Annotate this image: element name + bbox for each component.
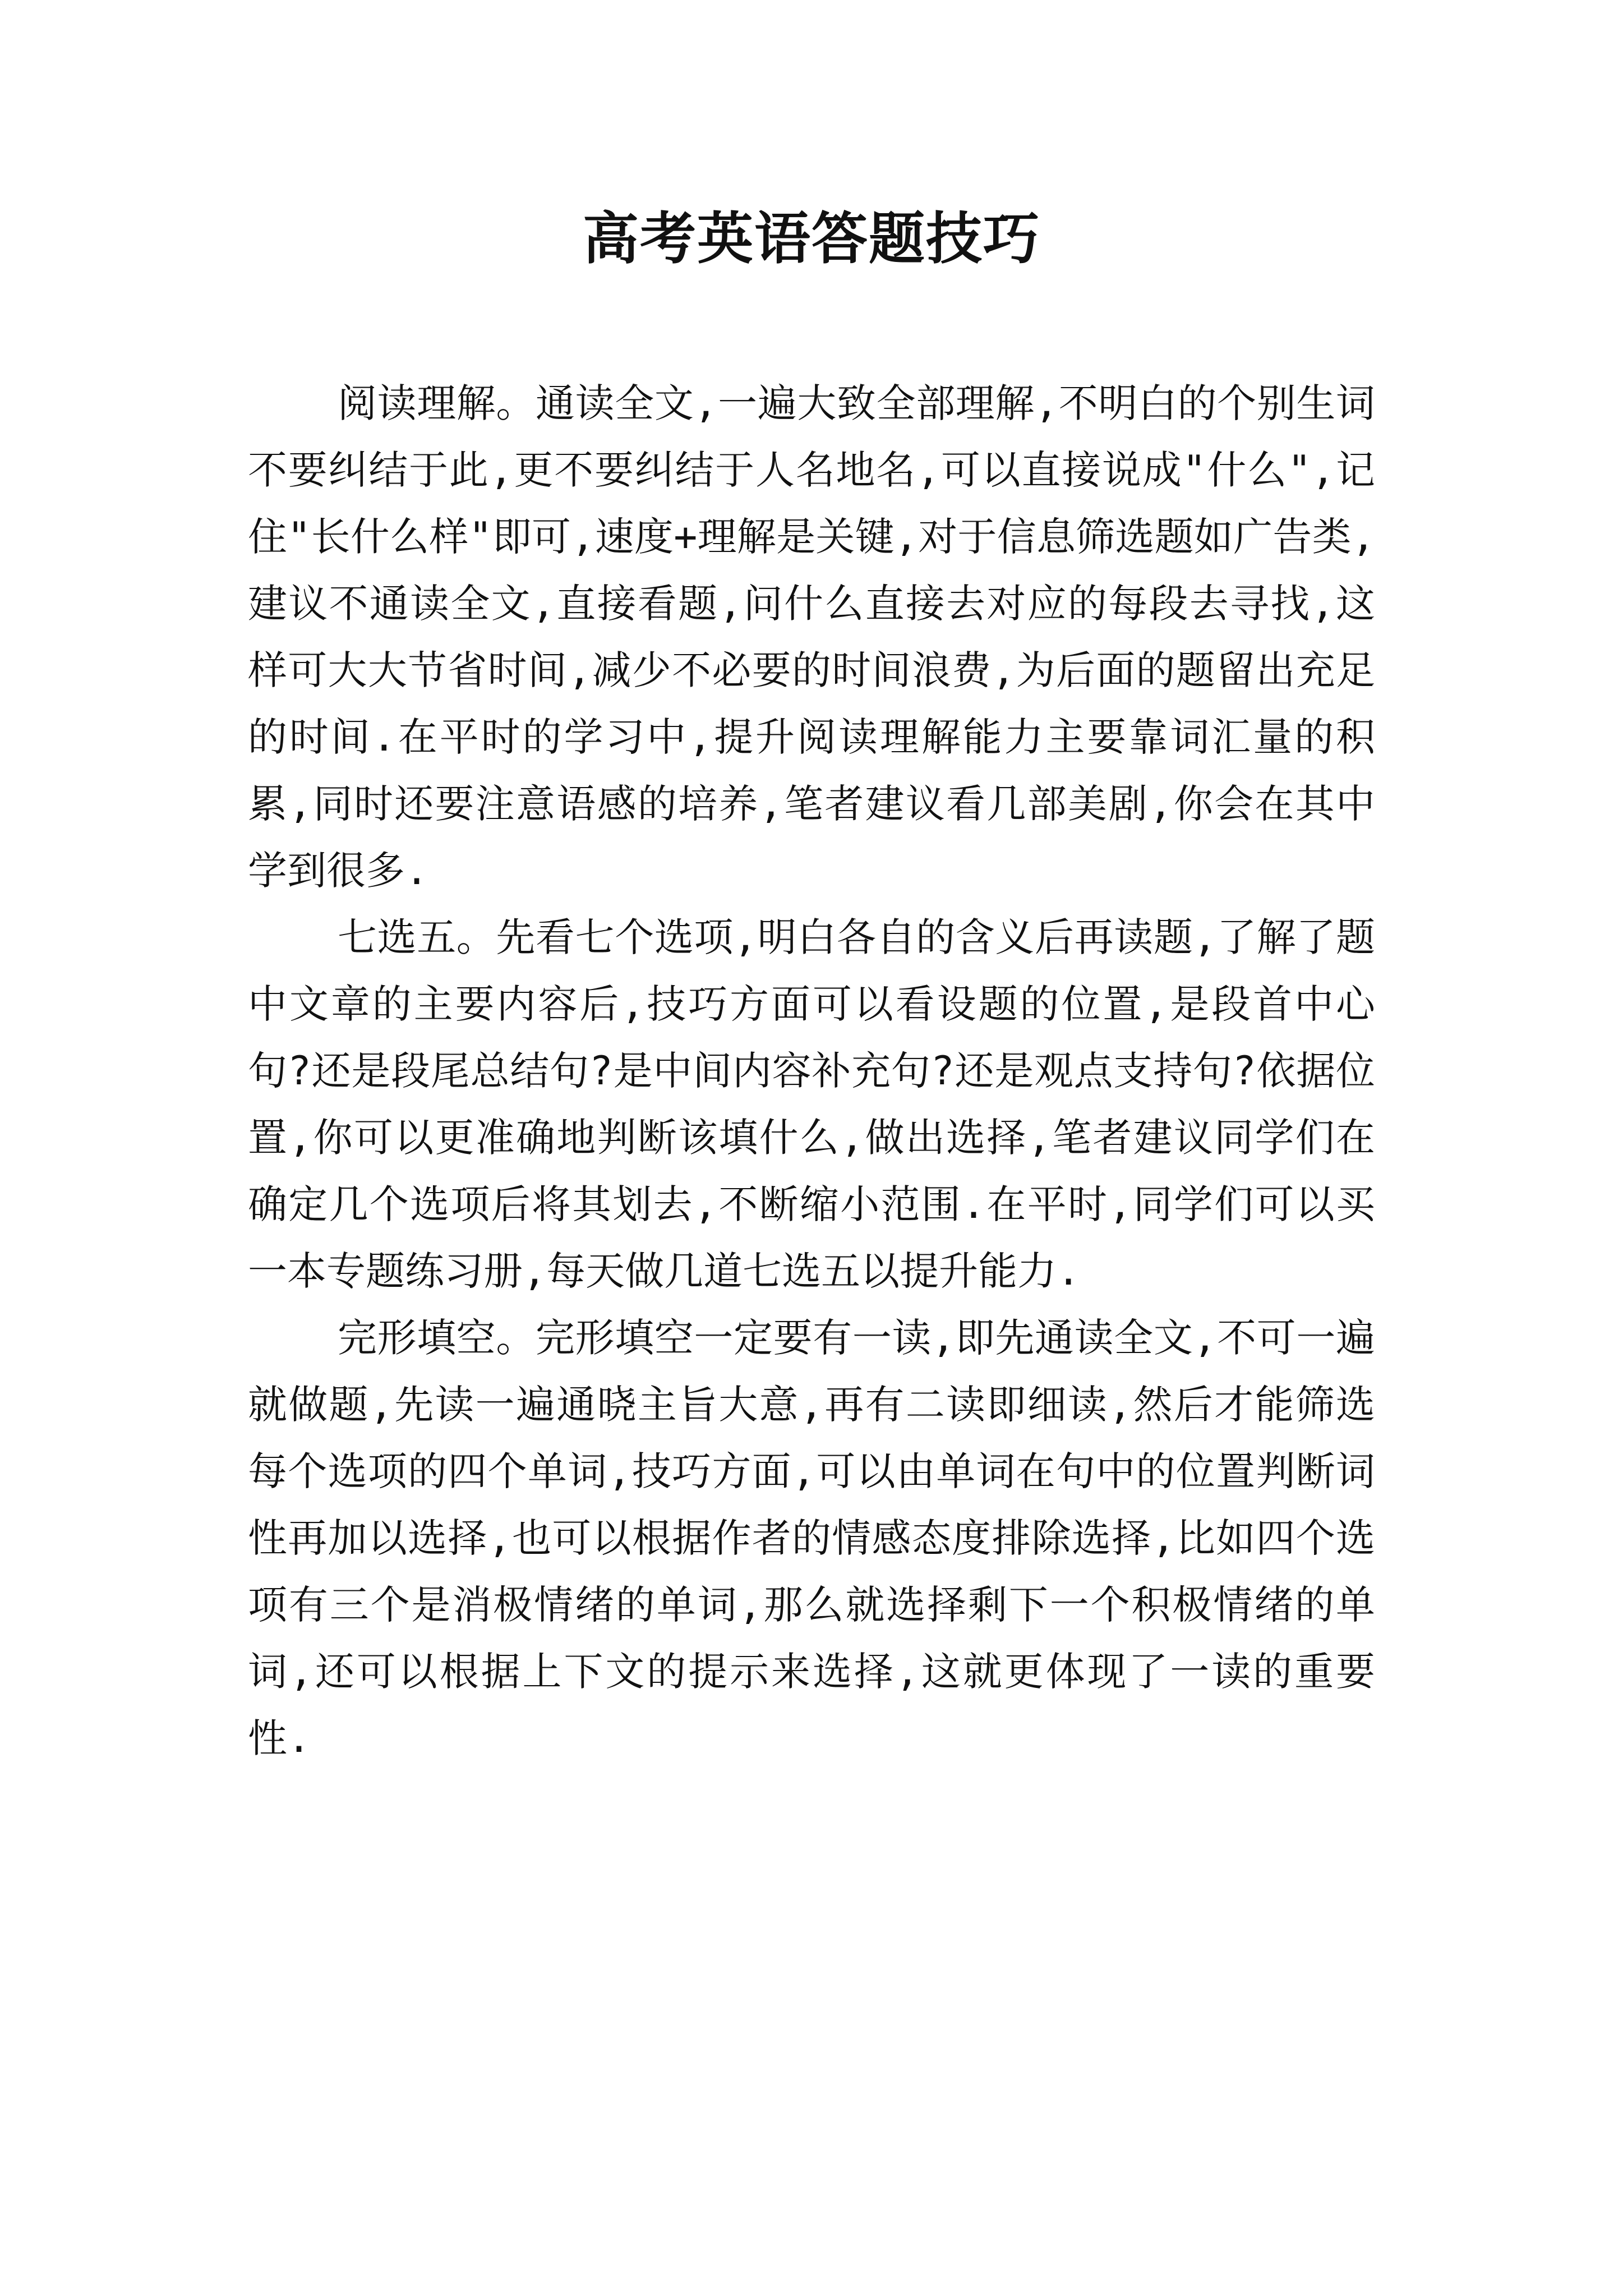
paragraph-reading-comprehension: 阅读理解。通读全文,一遍大致全部理解,不明白的个别生词不要纠结于此,更不要纠结于人名地名,可以直接说成"什么",记住"长什么样"即可,速度+理解是关键,对于信息筛选题如广告类,建议不通读全文,直接看题,问什么直接去对应的每段去寻找,这样可大大节省时间,减少不必要的时间浪费,为后面的题留出充足的时间.在平时的学习中,提升阅读理解能力主要靠词汇量的积累,同时还要注意语感的培养,笔者建议看几部美剧,你会在其中学到很多.: [248, 380, 1375, 894]
paragraph-cloze: 完形填空。完形填空一定要有一读,即先通读全文,不可一遍就做题,先读一遍通晓主旨大意,再有二读即细读,然后才能筛选每个选项的四个单词,技巧方面,可以由单词在句中的位置判断词性再加以选择,也可以根据作者的情感态度排除选择,比如四个选项有三个是消极情绪的单词,那么就选择剩下一个积极情绪的单词,还可以根据上下文的提示来选择,这就更体现了一读的重要性.: [248, 1315, 1375, 1761]
document-body: [248, 370, 1375, 1772]
paragraph-seven-choose-five: 七选五。先看七个选项,明白各自的含义后再读题,了解了题中文章的主要内容后,技巧方面可以看设题的位置,是段首中心句?还是段尾总结句?是中间内容补充句?还是观点支持句?依据位置,你可以更准确地判断该填什么,做出选择,笔者建议同学们在确定几个选项后将其划去,不断缩小范围.在平时,同学们可以买一本专题练习册,每天做几道七选五以提升能力.: [248, 914, 1375, 1294]
document-title: 高考英语答题技巧: [583, 205, 1040, 272]
